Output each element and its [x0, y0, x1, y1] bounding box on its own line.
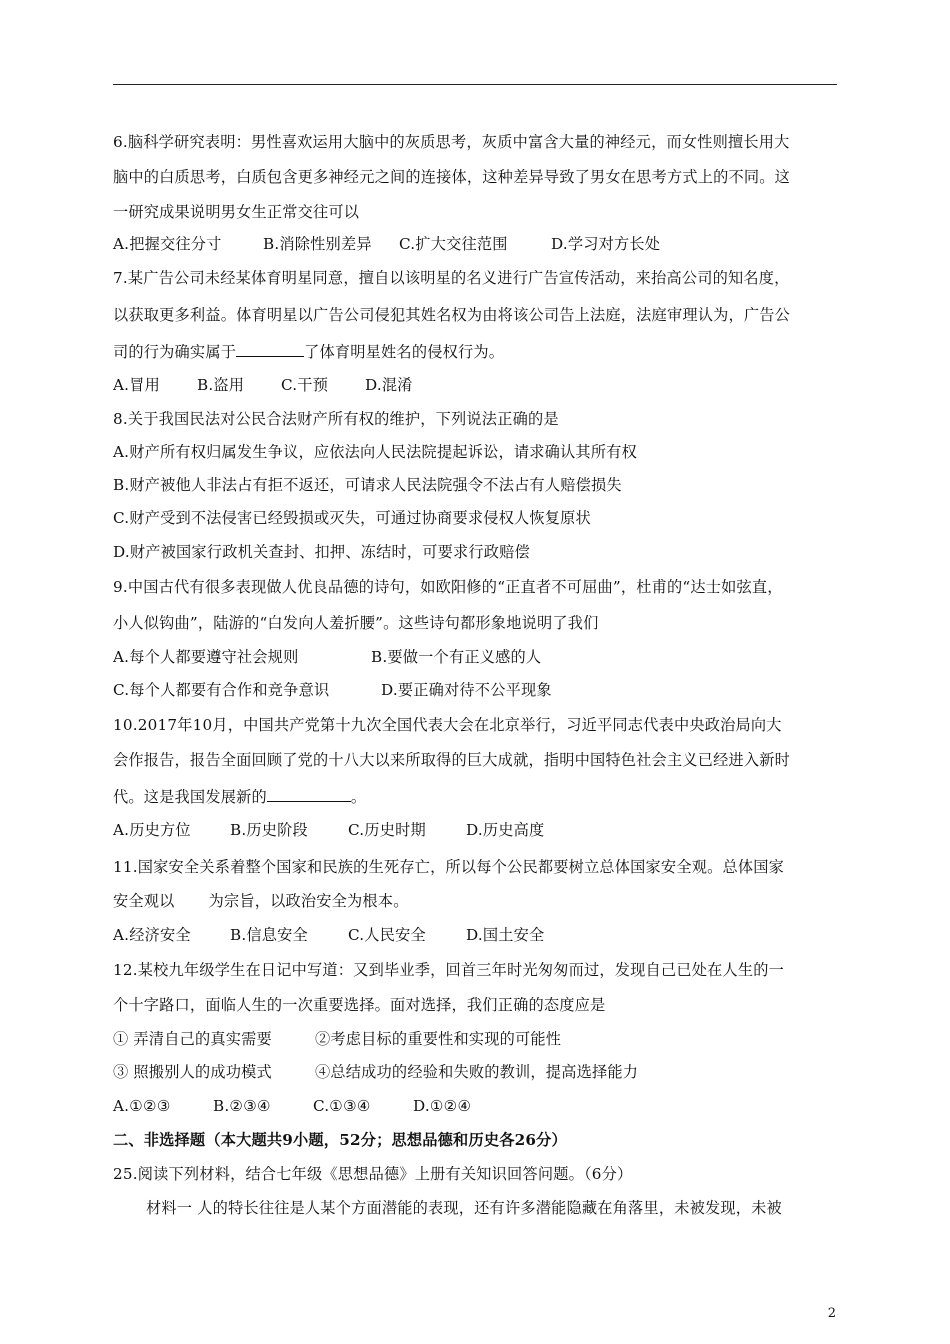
q6-option-a: A.把握交往分寸	[113, 235, 222, 253]
q9-option-a: A.每个人都要遵守社会规则	[113, 648, 299, 666]
q6-line3: 一研究成果说明男女生正常交往可以	[113, 203, 360, 221]
page-number: 2	[827, 1306, 836, 1321]
q10-option-a: A.历史方位	[113, 821, 191, 839]
q11-option-d: D.国土安全	[466, 926, 545, 944]
q11-line1: 11.国家安全关系着整个国家和民族的生死存亡，所以每个公民都要树立总体国家安全观。总体国家	[113, 858, 785, 876]
q11-line2-pre: 安全观以	[113, 892, 175, 910]
q9-options-row1	[113, 647, 541, 667]
q11-option-c: C.人民安全	[348, 926, 426, 944]
q12-option-d: D.①②④	[413, 1097, 472, 1115]
q12-item-2: ②考虑目标的重要性和实现的可能性	[315, 1030, 562, 1048]
q6-line1: 6.脑科学研究表明：男性喜欢运用大脑中的灰质思考，灰质中富含大量的神经元，而女性则擅长用大	[113, 133, 790, 151]
q6-options	[113, 234, 660, 254]
q8-option-d: D.财产被国家行政机关查封、扣押、冻结时，可要求行政赔偿	[113, 543, 530, 561]
q9-option-b: B.要做一个有正义感的人	[371, 648, 542, 666]
q7-answer-blank	[236, 342, 304, 357]
q8-option-b: B.财产被他人非法占有拒不返还，可请求人民法院强令不法占有人赔偿损失	[113, 476, 622, 494]
q12-item-1: ① 弄清自己的真实需要	[113, 1030, 272, 1048]
q25-stem: 25.阅读下列材料，结合七年级《思想品德》上册有关知识回答问题。（6分）	[113, 1165, 633, 1183]
q9-option-c: C.每个人都要有合作和竞争意识	[113, 681, 330, 699]
q7-option-d: D.混淆	[365, 376, 413, 394]
q6-line2: 脑中的白质思考，白质包含更多神经元之间的连接体，这种差异导致了男女在思考方式上的不同。这	[113, 168, 791, 186]
q7-option-c: C.干预	[281, 376, 329, 394]
q12-option-c: C.①③④	[313, 1097, 371, 1115]
q6-option-d: D.学习对方长处	[551, 235, 661, 253]
q6-option-b: B.消除性别差异	[263, 235, 372, 253]
q12-item-3: ③ 照搬别人的成功模式	[113, 1063, 272, 1081]
q12-option-a: A.①②③	[113, 1097, 171, 1115]
q10-option-d: D.历史高度	[466, 821, 545, 839]
q10-line3-pre: 代。这是我国发展新的	[113, 788, 267, 806]
q8-option-c: C.财产受到不法侵害已经毁损或灭失，可通过协商要求侵权人恢复原状	[113, 509, 591, 527]
q7-line2: 以获取更多利益。体育明星以广告公司侵犯其姓名权为由将该公司告上法庭，法庭审理认为，广告公	[113, 306, 791, 324]
q7-line3-post: 了体育明星姓名的侵权行为。	[304, 343, 505, 361]
q12-items-row2	[113, 1062, 638, 1082]
header-rule	[113, 84, 837, 85]
q12-line1: 12.某校九年级学生在日记中写道：又到毕业季，回首三年时光匆匆而过，发现自己已处在人生的一	[113, 961, 785, 979]
q7-line3	[113, 342, 504, 362]
q12-option-b: B.②③④	[213, 1097, 271, 1115]
q7-line1: 7.某广告公司未经某体育明星同意，擅自以该明星的名义进行广告宣传活动，来抬高公司的知名度，	[113, 269, 790, 287]
q11-line2	[113, 891, 409, 911]
q7-option-a: A.冒用	[113, 376, 160, 394]
q9-option-d: D.要正确对待不公平现象	[381, 681, 552, 699]
q8-stem: 8.关于我国民法对公民合法财产所有权的维护，下列说法正确的是	[113, 410, 559, 428]
q9-line1: 9.中国古代有很多表现做人优良品德的诗句，如欧阳修的“正直者不可屈曲”，杜甫的“达士如弦直，	[113, 578, 783, 596]
q12-options	[113, 1096, 471, 1116]
q8-option-a: A.财产所有权归属发生争议，应依法向人民法院提起诉讼，请求确认其所有权	[113, 443, 637, 461]
q7-line3-pre: 司的行为确实属于	[113, 343, 237, 361]
q7-option-b: B.盗用	[197, 376, 245, 394]
q7-options	[113, 375, 413, 395]
q10-line3-post: 。	[350, 788, 367, 806]
q11-option-a: A.经济安全	[113, 926, 191, 944]
q10-option-c: C.历史时期	[348, 821, 426, 839]
q9-line2: 小人似钩曲”，陆游的“白发向人羞折腰”。这些诗句都形象地说明了我们	[113, 614, 599, 632]
q12-item-4: ④总结成功的经验和失败的教训，提高选择能力	[315, 1063, 639, 1081]
q12-line2: 个十字路口，面临人生的一次重要选择。面对选择，我们正确的态度应是	[113, 996, 606, 1014]
q25-material1: 材料一 人的特长往往是人某个方面潜能的表现，还有许多潜能隐藏在角落里，未被发现，未被	[146, 1199, 782, 1217]
q11-option-b: B.信息安全	[230, 926, 308, 944]
q6-option-c: C.扩大交往范围	[399, 235, 508, 253]
q11-line2-post: 为宗旨，以政治安全为根本。	[208, 892, 409, 910]
q10-options	[113, 820, 544, 840]
section2-heading: 二、非选择题（本大题共9小题，52分；思想品德和历史各26分）	[113, 1131, 567, 1149]
q12-items-row1	[113, 1029, 561, 1049]
q9-options-row2	[113, 680, 552, 700]
q10-option-b: B.历史阶段	[230, 821, 308, 839]
q10-line1: 10.2017年10月，中国共产党第十九次全国代表大会在北京举行，习近平同志代表中央政治局向大	[113, 716, 782, 734]
q11-options	[113, 925, 544, 945]
q10-line3	[113, 787, 366, 807]
q10-answer-blank	[267, 787, 351, 802]
q10-line2: 会作报告，报告全面回顾了党的十八大以来所取得的巨大成就，指明中国特色社会主义已经进入新时	[113, 751, 791, 769]
